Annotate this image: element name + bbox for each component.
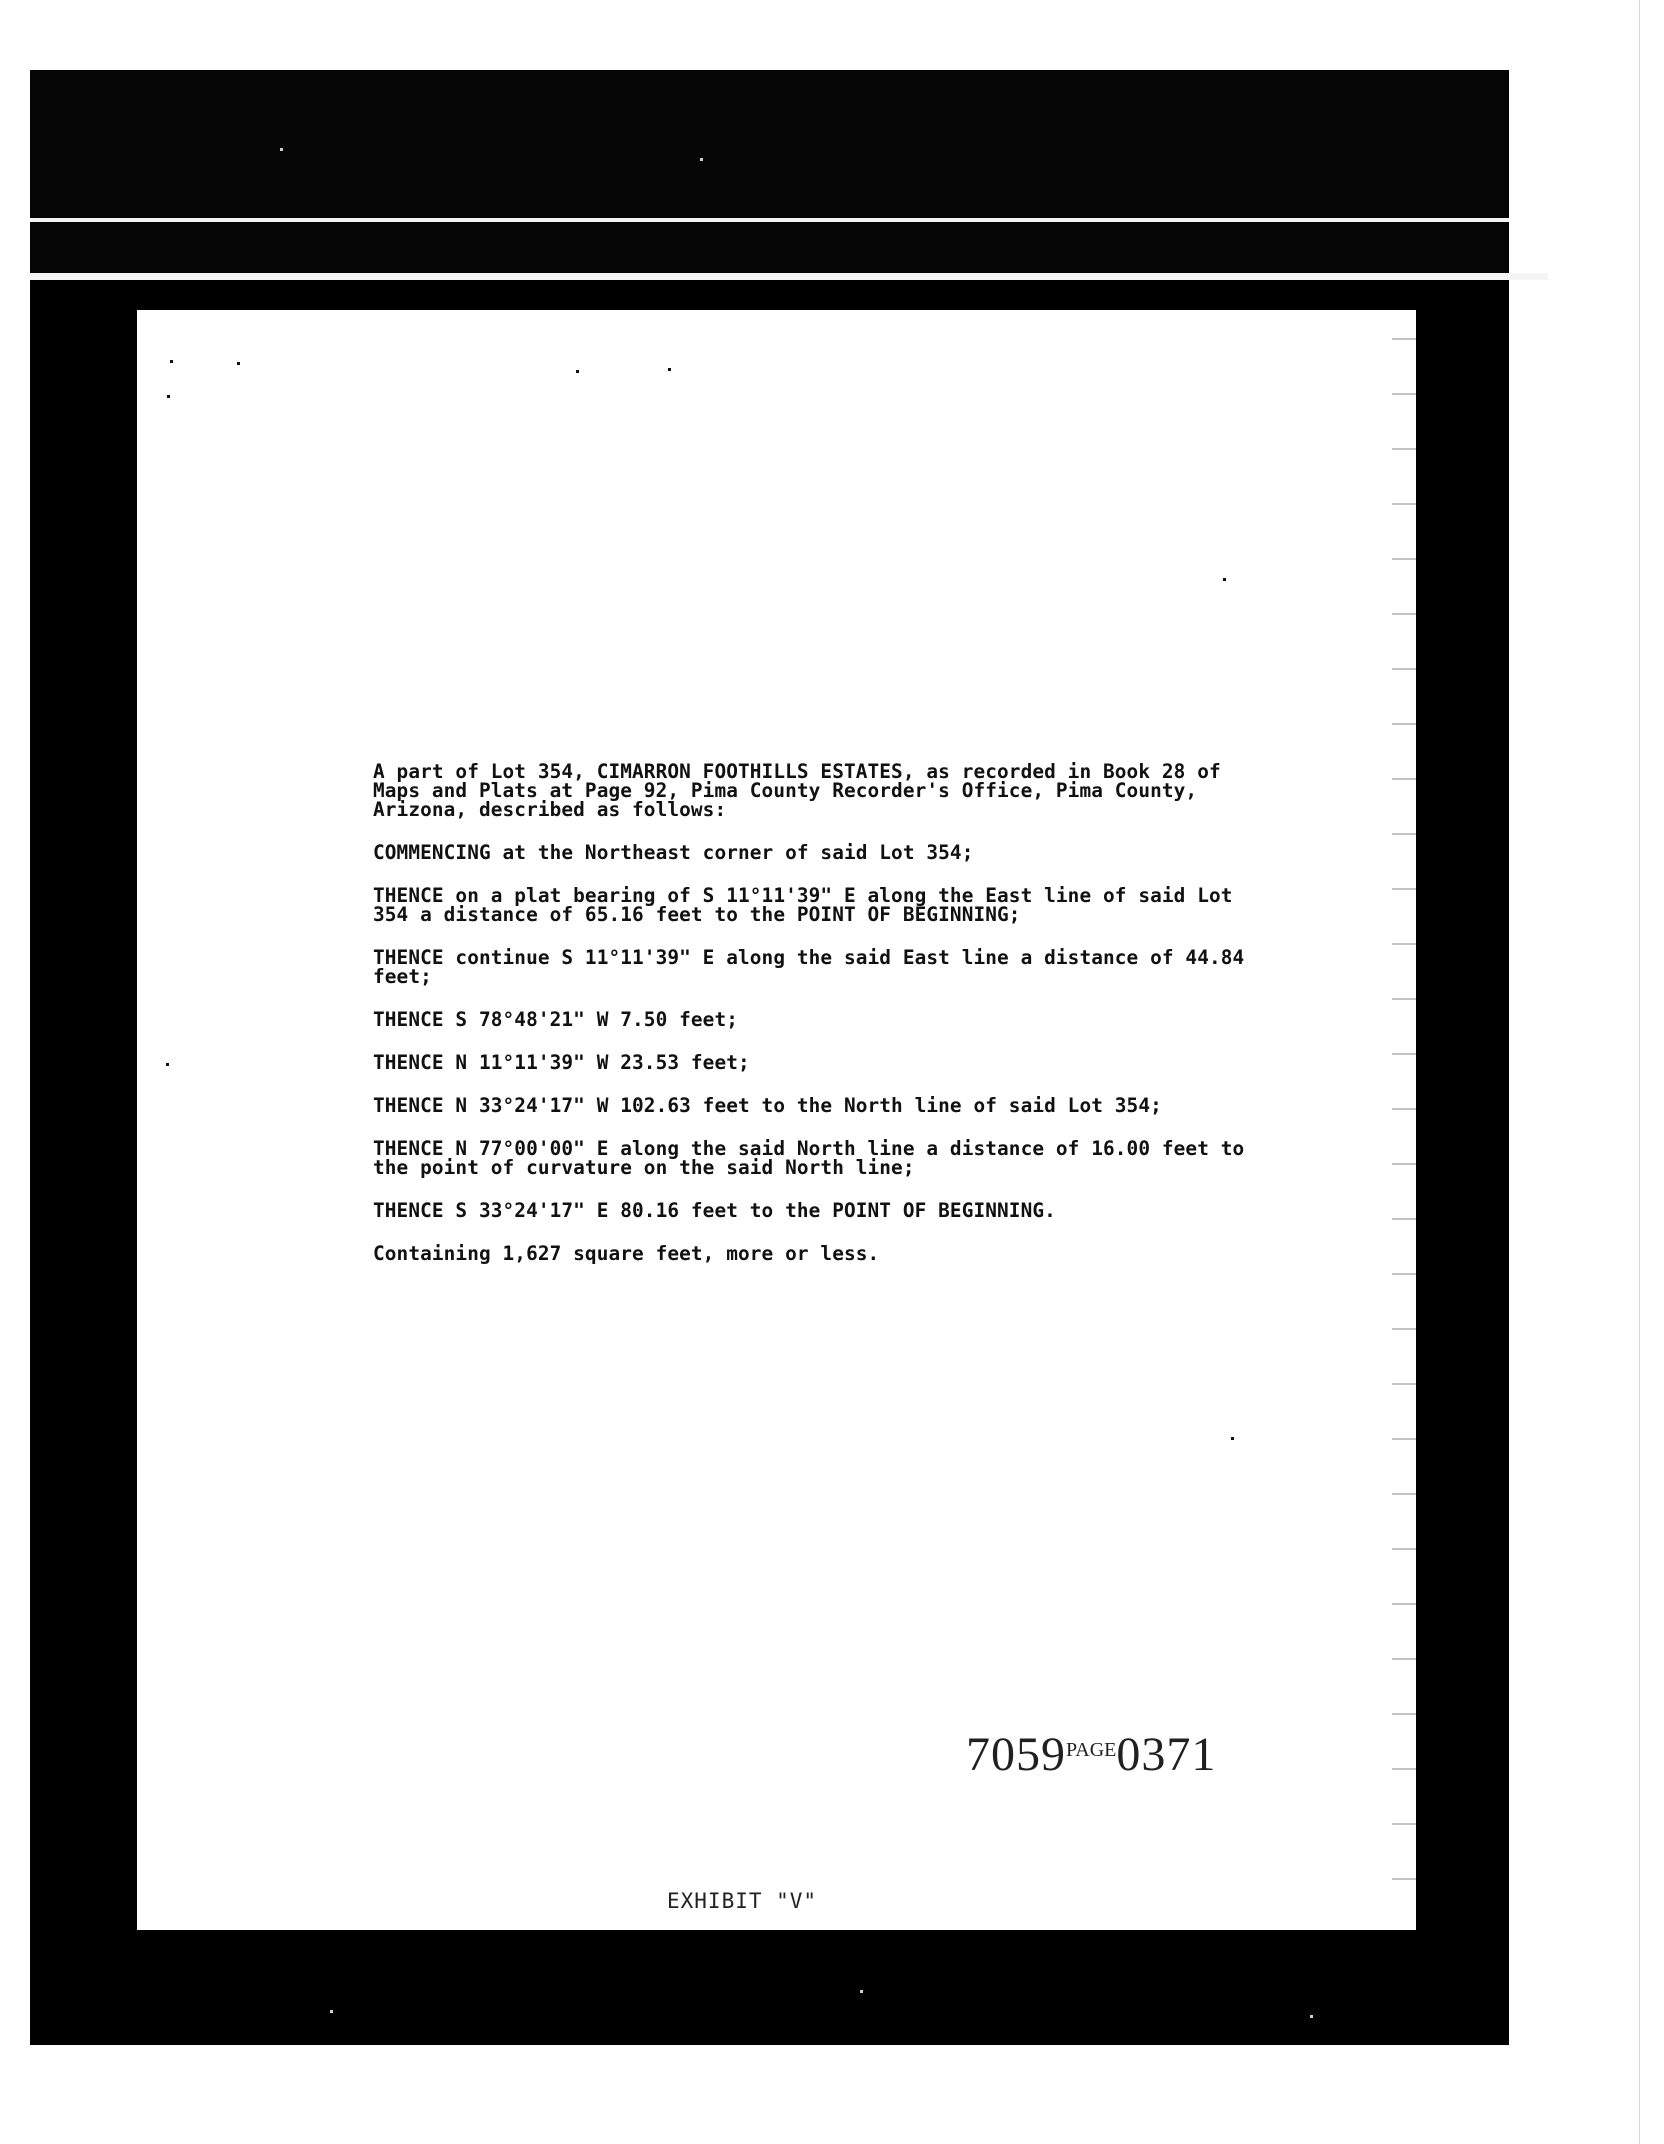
scan-speck	[1231, 1437, 1234, 1440]
paragraph-course-7: THENCE S 33°24'17" E 80.16 feet to the POINT OF BEGINNING.	[373, 1199, 1056, 1222]
scan-speck	[170, 360, 173, 363]
header-divider-line	[30, 218, 1509, 222]
scan-speck	[167, 395, 170, 398]
paragraph-course-5: THENCE N 33°24'17" W 102.63 feet to the North line of said Lot 354;	[373, 1094, 1162, 1117]
scan-speck	[1310, 2015, 1313, 2018]
paragraph-course-1: THENCE on a plat bearing of S 11°11'39" E along the East line of said Lot 354 a distance of 65.16 feet to the POINT OF BEGINNING;	[373, 884, 1233, 926]
legal-description	[373, 762, 1333, 1287]
scan-header-band	[30, 70, 1509, 275]
scan-speck	[280, 148, 283, 151]
scan-edge-noise	[1392, 310, 1416, 1910]
exhibit-label: EXHIBIT "V"	[667, 1889, 818, 1913]
scan-speck	[1223, 578, 1226, 581]
page-number: 0371	[1116, 1728, 1217, 1781]
paragraph-intro: A part of Lot 354, CIMARRON FOOTHILLS ESTATES, as recorded in Book 28 of Maps and Plats at Page 92, Pima County Recorder's Office, Pima County, Arizona, described as follows:	[373, 760, 1221, 821]
scan-speck	[860, 1990, 863, 1993]
paragraph-course-2: THENCE continue S 11°11'39" E along the said East line a distance of 44.84 feet;	[373, 946, 1245, 988]
paragraph-area: Containing 1,627 square feet, more or less.	[373, 1242, 880, 1265]
scan-speck	[166, 1063, 169, 1066]
paragraph-course-6: THENCE N 77°00'00" E along the said North line a distance of 16.00 feet to the point of curvature on the said North line;	[373, 1137, 1245, 1179]
scan-speck	[576, 370, 579, 373]
scan-speck	[700, 158, 703, 161]
scan-speck	[330, 2010, 333, 2013]
docket-number: 7059	[966, 1728, 1066, 1781]
paragraph-commencing: COMMENCING at the Northeast corner of said Lot 354;	[373, 841, 974, 864]
page-edge-rule	[1639, 0, 1640, 2144]
page-abbrev: PAGE	[1066, 1739, 1117, 1761]
scan-speck	[237, 362, 240, 365]
recording-stamp	[966, 1727, 1216, 1782]
scan-speck	[668, 368, 671, 371]
header-bottom-line	[30, 273, 1548, 280]
paragraph-course-4: THENCE N 11°11'39" W 23.53 feet;	[373, 1051, 750, 1074]
paragraph-course-3: THENCE S 78°48'21" W 7.50 feet;	[373, 1008, 738, 1031]
